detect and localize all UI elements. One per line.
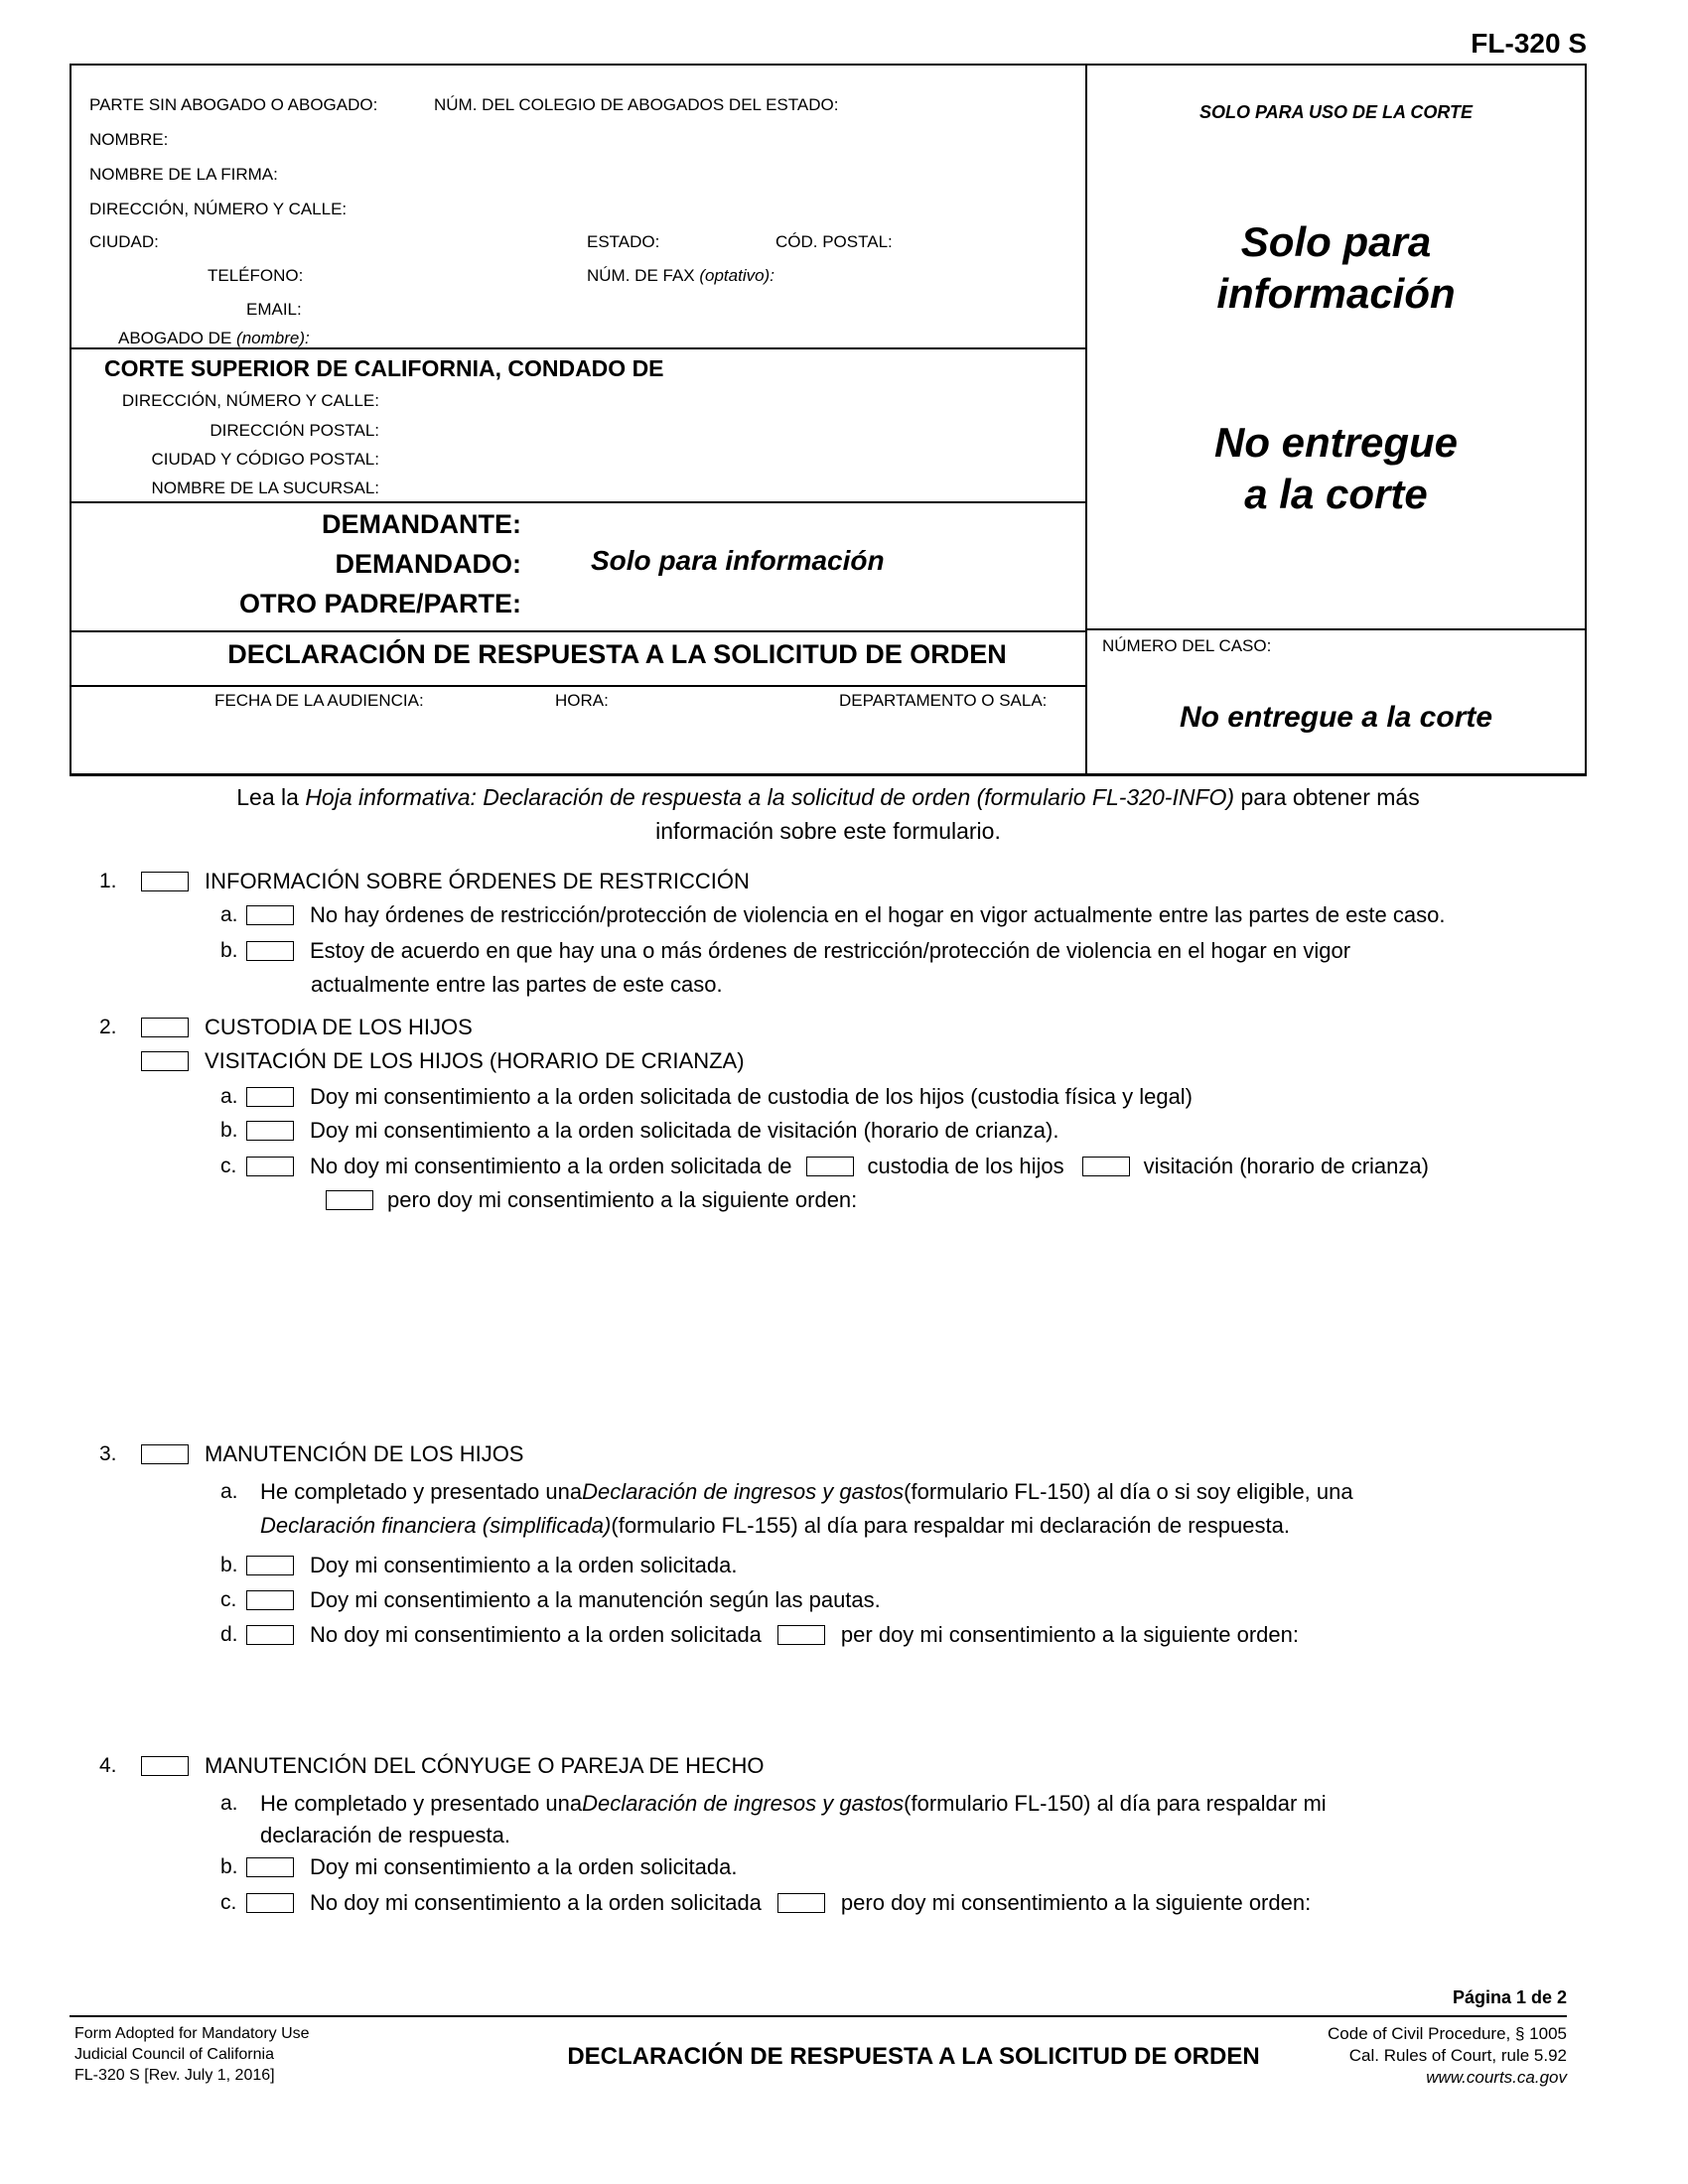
section-3-item-b — [220, 1553, 737, 1578]
stamp-do-not-file-case-box: No entregue a la corte — [1179, 701, 1493, 734]
checkbox-section-2-visitation[interactable] — [141, 1051, 189, 1071]
footer-council: Judicial Council of California — [74, 2046, 274, 2063]
label-name: NOMBRE: — [89, 130, 169, 149]
section-2-item-c-line2 — [326, 1187, 857, 1213]
section-4-number: 4. — [99, 1754, 117, 1777]
checkbox-2c-visitation[interactable] — [1082, 1157, 1130, 1176]
court-title: CORTE SUPERIOR DE CALIFORNIA, CONDADO DE — [104, 355, 664, 381]
footer-ccp: Code of Civil Procedure, § 1005 — [1328, 2024, 1567, 2043]
footer-revision: FL-320 S [Rev. July 1, 2016] — [74, 2067, 275, 2084]
section-2-item-c — [220, 1154, 1429, 1179]
stamp-do-not-file — [1085, 417, 1587, 520]
label-street-address: DIRECCIÓN, NÚMERO Y CALLE: — [89, 200, 348, 218]
item-2c-text: No doy mi consentimiento a la orden solicitada de — [310, 1154, 792, 1178]
checkbox-4c-consent-other[interactable] — [777, 1893, 825, 1913]
section-4-item-b — [220, 1854, 737, 1880]
checkbox-2c[interactable] — [246, 1157, 294, 1176]
form-title: DECLARACIÓN DE RESPUESTA A LA SOLICITUD DE ORDEN — [227, 639, 1007, 669]
item-4a-letter: a. — [220, 1792, 238, 1815]
item-3a-letter: a. — [220, 1480, 238, 1503]
label-court-mailing: DIRECCIÓN POSTAL: — [210, 421, 379, 440]
item-2c-option-custody: custodia de los hijos — [867, 1154, 1064, 1178]
checkbox-3c[interactable] — [246, 1590, 294, 1610]
checkbox-section-1[interactable] — [141, 872, 189, 891]
item-4b-letter: b. — [220, 1855, 238, 1878]
item-2b-letter: b. — [220, 1119, 238, 1142]
label-fax-text: NÚM. DE FAX — [587, 266, 695, 285]
item-4c-text1: No doy mi consentimiento a la orden solicitada — [310, 1890, 762, 1915]
stamp-info-only-line1: Solo para — [1240, 218, 1432, 265]
divider-title-hearing — [70, 685, 1085, 687]
note-italic: Hoja informativa: Declaración de respuesta a la solicitud de orden (formulario FL-320-INFO) — [305, 784, 1235, 810]
section-4-item-a — [220, 1791, 1327, 1817]
section-2-title: CUSTODIA DE LOS HIJOS — [205, 1015, 473, 1039]
label-hearing-dept: DEPARTAMENTO O SALA: — [839, 691, 1048, 710]
stamp-info-only-line2: información — [1216, 270, 1456, 317]
section-3-item-a — [220, 1479, 1353, 1505]
footer-website-link[interactable]: www.courts.ca.gov — [1426, 2068, 1567, 2087]
label-zip: CÓD. POSTAL: — [775, 232, 893, 251]
note-pre: Lea la — [236, 784, 306, 810]
item-4a-post: (formulario FL-150) al día para respaldar mi — [904, 1791, 1327, 1816]
section-1-item-b-line2: actualmente entre las partes de este caso. — [311, 972, 723, 997]
section-2-item-b — [220, 1118, 1058, 1144]
label-respondent: DEMANDADO: — [335, 549, 521, 579]
item-2b-text: Doy mi consentimiento a la orden solicitada de visitación (horario de crianza). — [310, 1118, 1059, 1143]
label-phone: TELÉFONO: — [208, 266, 304, 285]
label-firm-name: NOMBRE DE LA FIRMA: — [89, 165, 278, 184]
checkbox-2a[interactable] — [246, 1087, 294, 1107]
section-1-header — [99, 869, 750, 894]
divider-stamp-case — [1085, 628, 1587, 630]
item-4c-letter: c. — [220, 1891, 237, 1914]
label-email: EMAIL: — [246, 300, 302, 319]
label-hearing-date: FECHA DE LA AUDIENCIA: — [214, 691, 424, 710]
section-1-number: 1. — [99, 870, 117, 892]
item-3c-text: Doy mi consentimiento a la manutención según las pautas. — [310, 1587, 881, 1612]
section-3-number: 3. — [99, 1442, 117, 1465]
item-1b-letter: b. — [220, 939, 238, 962]
section-2-title2: VISITACIÓN DE LOS HIJOS (HORARIO DE CRIANZA) — [205, 1048, 745, 1073]
label-court-branch: NOMBRE DE LA SUCURSAL: — [151, 478, 379, 497]
stamp-info-only-party-box: Solo para información — [591, 545, 885, 576]
section-3-item-a-line2 — [260, 1513, 1290, 1539]
divider-party-title — [70, 630, 1085, 632]
label-court-use-only: SOLO PARA USO DE LA CORTE — [1198, 102, 1474, 122]
footer-adopted: Form Adopted for Mandatory Use — [74, 2025, 310, 2042]
item-4a-italic: Declaración de ingresos y gastos — [582, 1791, 905, 1816]
label-petitioner: DEMANDANTE: — [322, 509, 521, 539]
section-2-number: 2. — [99, 1016, 117, 1038]
label-case-number: NÚMERO DEL CASO: — [1102, 636, 1272, 655]
item-2a-letter: a. — [220, 1085, 238, 1108]
stamp-do-not-file-line2: a la corte — [1244, 471, 1428, 517]
footer-rules: Cal. Rules of Court, rule 5.92 — [1348, 2046, 1567, 2065]
item-3c-letter: c. — [220, 1588, 237, 1611]
item-3a-pre: He completado y presentado una — [260, 1479, 583, 1504]
item-1a-text: No hay órdenes de restricción/protección de violencia en el hogar en vigor actualmente entre las partes de este caso. — [310, 902, 1446, 927]
item-4a-pre: He completado y presentado una — [260, 1791, 583, 1816]
info-note-line2: información sobre este formulario. — [655, 818, 1001, 844]
checkbox-1b[interactable] — [246, 941, 294, 961]
checkbox-4b[interactable] — [246, 1857, 294, 1877]
item-1b-line1: Estoy de acuerdo en que hay una o más órdenes de restricción/protección de violencia en el hogar en vigor — [310, 938, 1351, 963]
section-1-item-b — [220, 938, 1350, 964]
item-2a-text: Doy mi consentimiento a la orden solicitada de custodia de los hijos (custodia física y legal) — [310, 1084, 1194, 1109]
section-2-header-visitation — [141, 1048, 745, 1074]
section-4-header — [99, 1753, 765, 1779]
label-attorney-for-text: ABOGADO DE — [118, 329, 232, 347]
label-state: ESTADO: — [587, 232, 660, 251]
item-3a-post: (formulario FL-150) al día o si soy eligible, una — [904, 1479, 1353, 1504]
footer-rule — [70, 2015, 1567, 2017]
section-4-title: MANUTENCIÓN DEL CÓNYUGE O PAREJA DE HECHO — [205, 1753, 765, 1778]
item-3b-text: Doy mi consentimiento a la orden solicitada. — [310, 1553, 738, 1577]
item-3d-text1: No doy mi consentimiento a la orden solicitada — [310, 1622, 762, 1647]
checkbox-2b[interactable] — [246, 1121, 294, 1141]
stamp-info-only — [1085, 216, 1587, 320]
form-code: FL-320 S — [1471, 28, 1587, 59]
item-2c-option-visitation: visitación (horario de crianza) — [1143, 1154, 1429, 1178]
checkbox-section-4[interactable] — [141, 1756, 189, 1776]
footer-title: DECLARACIÓN DE RESPUESTA A LA SOLICITUD DE ORDEN — [567, 2043, 1260, 2070]
divider-court-party — [70, 501, 1085, 503]
label-attorney-for-name: (nombre): — [236, 329, 310, 347]
label-party-without-attorney: PARTE SIN ABOGADO O ABOGADO: — [89, 95, 378, 114]
label-fax — [587, 266, 774, 286]
item-3a-italic: Declaración de ingresos y gastos — [582, 1479, 905, 1504]
item-3b-letter: b. — [220, 1554, 238, 1576]
label-city: CIUDAD: — [89, 232, 159, 251]
label-state-bar-number: NÚM. DEL COLEGIO DE ABOGADOS DEL ESTADO: — [434, 95, 839, 114]
checkbox-3d[interactable] — [246, 1625, 294, 1645]
section-1-item-a — [220, 902, 1445, 928]
item-4c-text2: pero doy mi consentimiento a la siguiente orden: — [840, 1890, 1312, 1915]
section-3-item-d — [220, 1622, 1299, 1648]
checkbox-3d-consent-other[interactable] — [777, 1625, 825, 1645]
section-4-item-c — [220, 1890, 1311, 1916]
checkbox-2c-custody[interactable] — [806, 1157, 854, 1176]
item-3a-line2-post: (formulario FL-155) al día para respaldar mi declaración de respuesta. — [611, 1513, 1290, 1538]
footer-right-block — [1092, 2023, 1567, 2089]
checkbox-2c-consent-other[interactable] — [326, 1190, 373, 1210]
section-3-header — [99, 1441, 523, 1467]
checkbox-section-3[interactable] — [141, 1444, 189, 1464]
item-3d-text2: per doy mi consentimiento a la siguiente orden: — [840, 1622, 1299, 1647]
section-3-title: MANUTENCIÓN DE LOS HIJOS — [205, 1441, 524, 1466]
note-post: para obtener más — [1234, 784, 1420, 810]
stamp-do-not-file-line1: No entregue — [1213, 419, 1459, 466]
section-4-item-a-line2: declaración de respuesta. — [260, 1823, 510, 1847]
label-attorney-for — [118, 329, 310, 348]
label-hearing-time: HORA: — [555, 691, 609, 710]
section-3-item-c — [220, 1587, 881, 1613]
item-3a-line2-italic: Declaración financiera (simplificada) — [260, 1513, 612, 1538]
label-other-parent: OTRO PADRE/PARTE: — [238, 589, 521, 618]
item-2c-line2-text: pero doy mi consentimiento a la siguiente orden: — [387, 1187, 858, 1212]
page-number: Página 1 de 2 — [1452, 1987, 1567, 2007]
section-1-title: INFORMACIÓN SOBRE ÓRDENES DE RESTRICCIÓN — [205, 869, 750, 893]
checkbox-4c[interactable] — [246, 1893, 294, 1913]
info-note-line1 — [70, 784, 1587, 811]
item-3d-letter: d. — [220, 1623, 238, 1646]
section-2-item-a — [220, 1084, 1193, 1110]
item-4b-text: Doy mi consentimiento a la orden solicitada. — [310, 1854, 738, 1879]
item-1a-letter: a. — [220, 903, 238, 926]
checkbox-1a[interactable] — [246, 905, 294, 925]
label-court-city-zip: CIUDAD Y CÓDIGO POSTAL: — [151, 450, 379, 469]
section-2-header — [99, 1015, 473, 1040]
label-court-street: DIRECCIÓN, NÚMERO Y CALLE: — [121, 391, 379, 410]
checkbox-3b[interactable] — [246, 1556, 294, 1575]
item-2c-letter: c. — [220, 1155, 237, 1177]
checkbox-section-2-custody[interactable] — [141, 1018, 189, 1037]
label-fax-optional: (optativo): — [699, 266, 774, 285]
